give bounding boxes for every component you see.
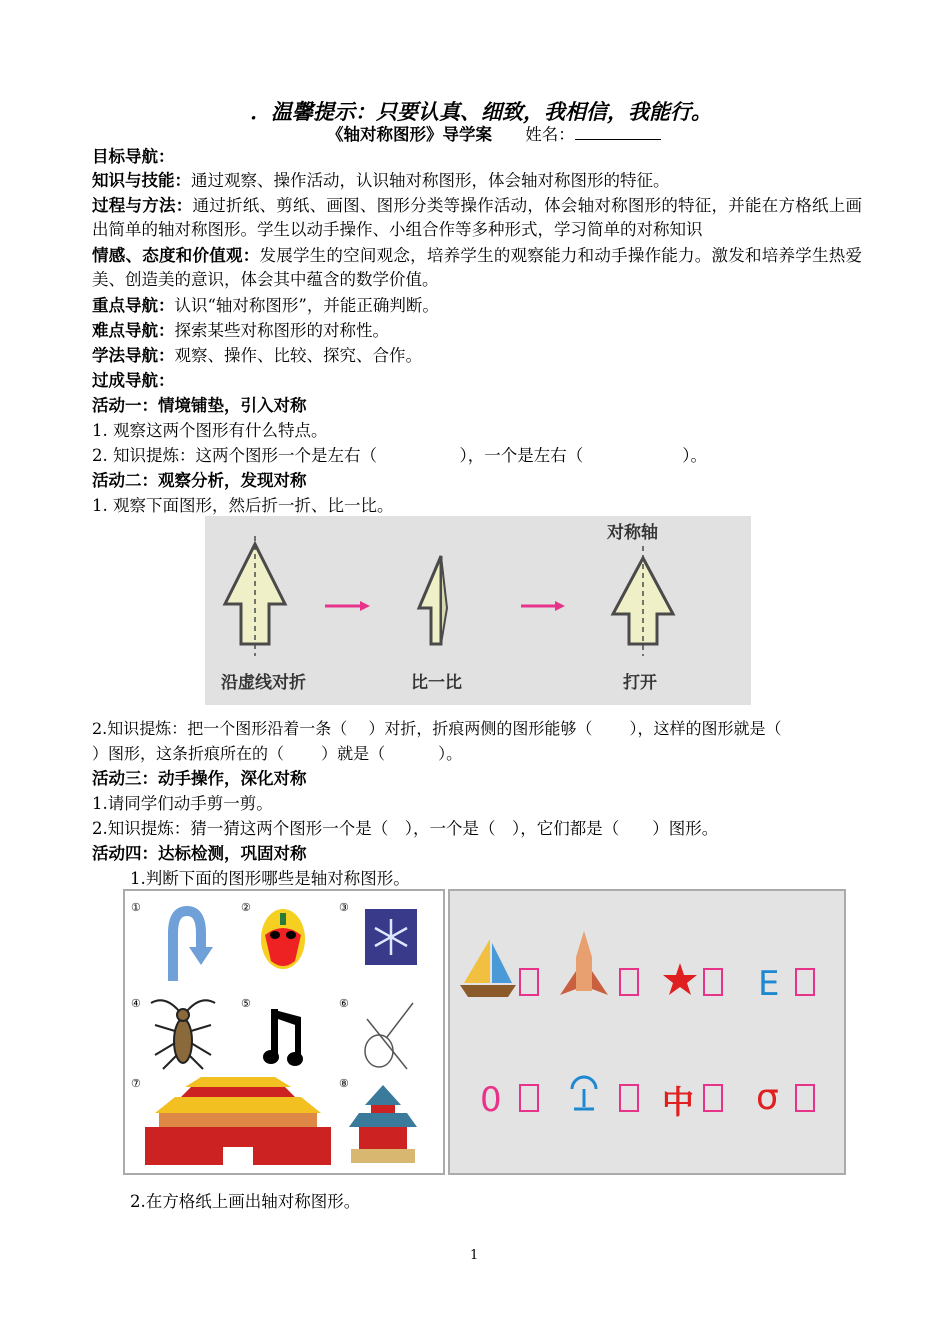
folded-arrow-shape <box>419 556 447 644</box>
violin-icon <box>365 1003 413 1069</box>
difficulty-label: 难点导航： <box>92 321 175 340</box>
pink-arrow-2-icon <box>521 601 565 611</box>
red-star-icon <box>663 963 697 995</box>
activity3-q2: 2.知识提炼：猜一猜这两个图形一个是（ ），一个是（ ），它们都是（ ）图形。 <box>92 819 719 838</box>
doc-title: 《轴对称图形》导学案 <box>327 125 492 144</box>
emotion-text: 发展学生的空间观念，培养学生的观察能力和动手操作能力。激发和培养学生热爱美、创造美的意识，体会其中蕴含的数学价值。 <box>92 246 863 289</box>
number-1: ① <box>131 901 141 914</box>
knowledge-line <box>92 169 670 193</box>
tiananmen-gate-icon <box>145 1077 331 1165</box>
process-nav-heading: 过成导航： <box>92 371 175 390</box>
fold-arrow-svg <box>205 516 751 705</box>
activity4-heading: 活动四：达标检测，巩固对称 <box>92 844 307 863</box>
activity1-q2: 2. 知识提炼：这两个图形一个是左右（ ），一个是左右（ ）。 <box>92 446 707 465</box>
opera-mask-icon <box>261 909 305 969</box>
method-line <box>92 344 422 368</box>
knowledge-label: 知识与技能： <box>92 171 191 190</box>
difficulty-text: 探索某些对称图形的对称性。 <box>174 321 389 340</box>
doc-subtitle <box>327 121 661 145</box>
answer-box-8[interactable] <box>796 1085 814 1111</box>
number-4: ④ <box>131 997 141 1010</box>
activity3-heading: 活动三：动手操作，深化对称 <box>92 769 307 788</box>
judge-symmetry-panel <box>448 889 846 1175</box>
fold-arrow-figure <box>205 516 751 705</box>
answer-box-4[interactable] <box>796 969 814 995</box>
method-label: 学法导航： <box>92 346 175 365</box>
name-label: 姓名： <box>525 125 575 144</box>
method-text: 观察、操作、比较、探究、合作。 <box>174 346 422 365</box>
arrow-shape-3 <box>613 546 673 656</box>
activity2-q1: 1. 观察下面图形，然后折一折、比一比。 <box>92 496 394 515</box>
letter-e: E <box>758 964 780 1004</box>
answer-box-5[interactable] <box>520 1085 538 1111</box>
key-point-label: 重点导航： <box>92 296 175 315</box>
emotion-paragraph <box>92 244 862 292</box>
digit-zero: 0 <box>480 1080 502 1120</box>
name-blank[interactable] <box>575 123 661 140</box>
tip-heading: ．温馨提示：只要认真、细致，我相信，我能行。 <box>250 99 712 124</box>
activity2-heading: 活动二：观察分析，发现对称 <box>92 471 307 490</box>
beetle-icon <box>151 1000 215 1069</box>
process-label: 过程与方法： <box>92 196 193 215</box>
goals-heading: 目标导航： <box>92 147 175 166</box>
axis-label: 对称轴 <box>607 523 658 543</box>
rocket-icon <box>560 931 608 995</box>
answer-box-7[interactable] <box>704 1085 722 1111</box>
zhong-character: 中 <box>662 1083 695 1121</box>
railway-logo-icon <box>572 1077 596 1109</box>
symmetry-picture-panel <box>123 889 445 1175</box>
sigma-letter: σ <box>756 1077 779 1118</box>
activity1-heading: 活动一：情境铺垫，引入对称 <box>92 396 307 415</box>
answer-box-6[interactable] <box>620 1085 638 1111</box>
step2-label: 比一比 <box>411 673 462 693</box>
knowledge-text: 通过观察、操作活动，认识轴对称图形，体会轴对称图形的特征。 <box>191 171 670 190</box>
music-note-icon <box>263 1009 303 1066</box>
process-text: 通过折纸、剪纸、画图、图形分类等操作活动，体会轴对称图形的特征，并能在方格纸上画出简单的轴对称图形。学生以动手操作、小组合作等多种形式，学习简单的对称知识 <box>92 196 863 239</box>
step3-label: 打开 <box>623 673 657 693</box>
number-8: ⑧ <box>339 1077 349 1090</box>
u-turn-arrow-icon <box>173 911 213 981</box>
emotion-label: 情感、态度和价值观： <box>92 246 260 265</box>
pink-arrow-1-icon <box>325 601 370 611</box>
number-3: ③ <box>339 901 349 914</box>
activity2-q2-line2: ）图形，这条折痕所在的（ ）就是（ ）。 <box>92 744 463 763</box>
key-point-text: 认识“轴对称图形”，并能正确判断。 <box>174 296 439 315</box>
key-point-line <box>92 294 439 318</box>
process-paragraph <box>92 194 862 242</box>
answer-box-2[interactable] <box>620 969 638 995</box>
symmetry-pictures-svg <box>125 891 443 1173</box>
number-6: ⑥ <box>339 997 349 1010</box>
difficulty-line <box>92 319 389 343</box>
activity3-q1: 1.请同学们动手剪一剪。 <box>92 794 273 813</box>
number-2: ② <box>241 901 251 914</box>
answer-box-1[interactable] <box>520 969 538 995</box>
activity4-q2: 2.在方格纸上画出轴对称图形。 <box>130 1192 361 1211</box>
number-7: ⑦ <box>131 1077 141 1090</box>
activity2-q2-line1: 2.知识提炼：把一个图形沿着一条（ ）对折，折痕两侧的图形能够（ ），这样的图形就是（ <box>92 719 782 738</box>
temple-icon <box>349 1085 417 1163</box>
arrow-shape-1 <box>225 536 285 656</box>
judge-symmetry-svg <box>450 891 844 1173</box>
sailboat-icon <box>460 939 516 997</box>
activity4-q1: 1.判断下面的图形哪些是轴对称图形。 <box>130 869 410 888</box>
page-number: 1 <box>470 1248 479 1263</box>
snowflake-tile-icon <box>365 909 417 965</box>
activity1-q1: 1. 观察这两个图形有什么特点。 <box>92 421 328 440</box>
number-5: ⑤ <box>241 997 251 1010</box>
answer-box-3[interactable] <box>704 969 722 995</box>
step1-label: 沿虚线对折 <box>221 673 306 693</box>
